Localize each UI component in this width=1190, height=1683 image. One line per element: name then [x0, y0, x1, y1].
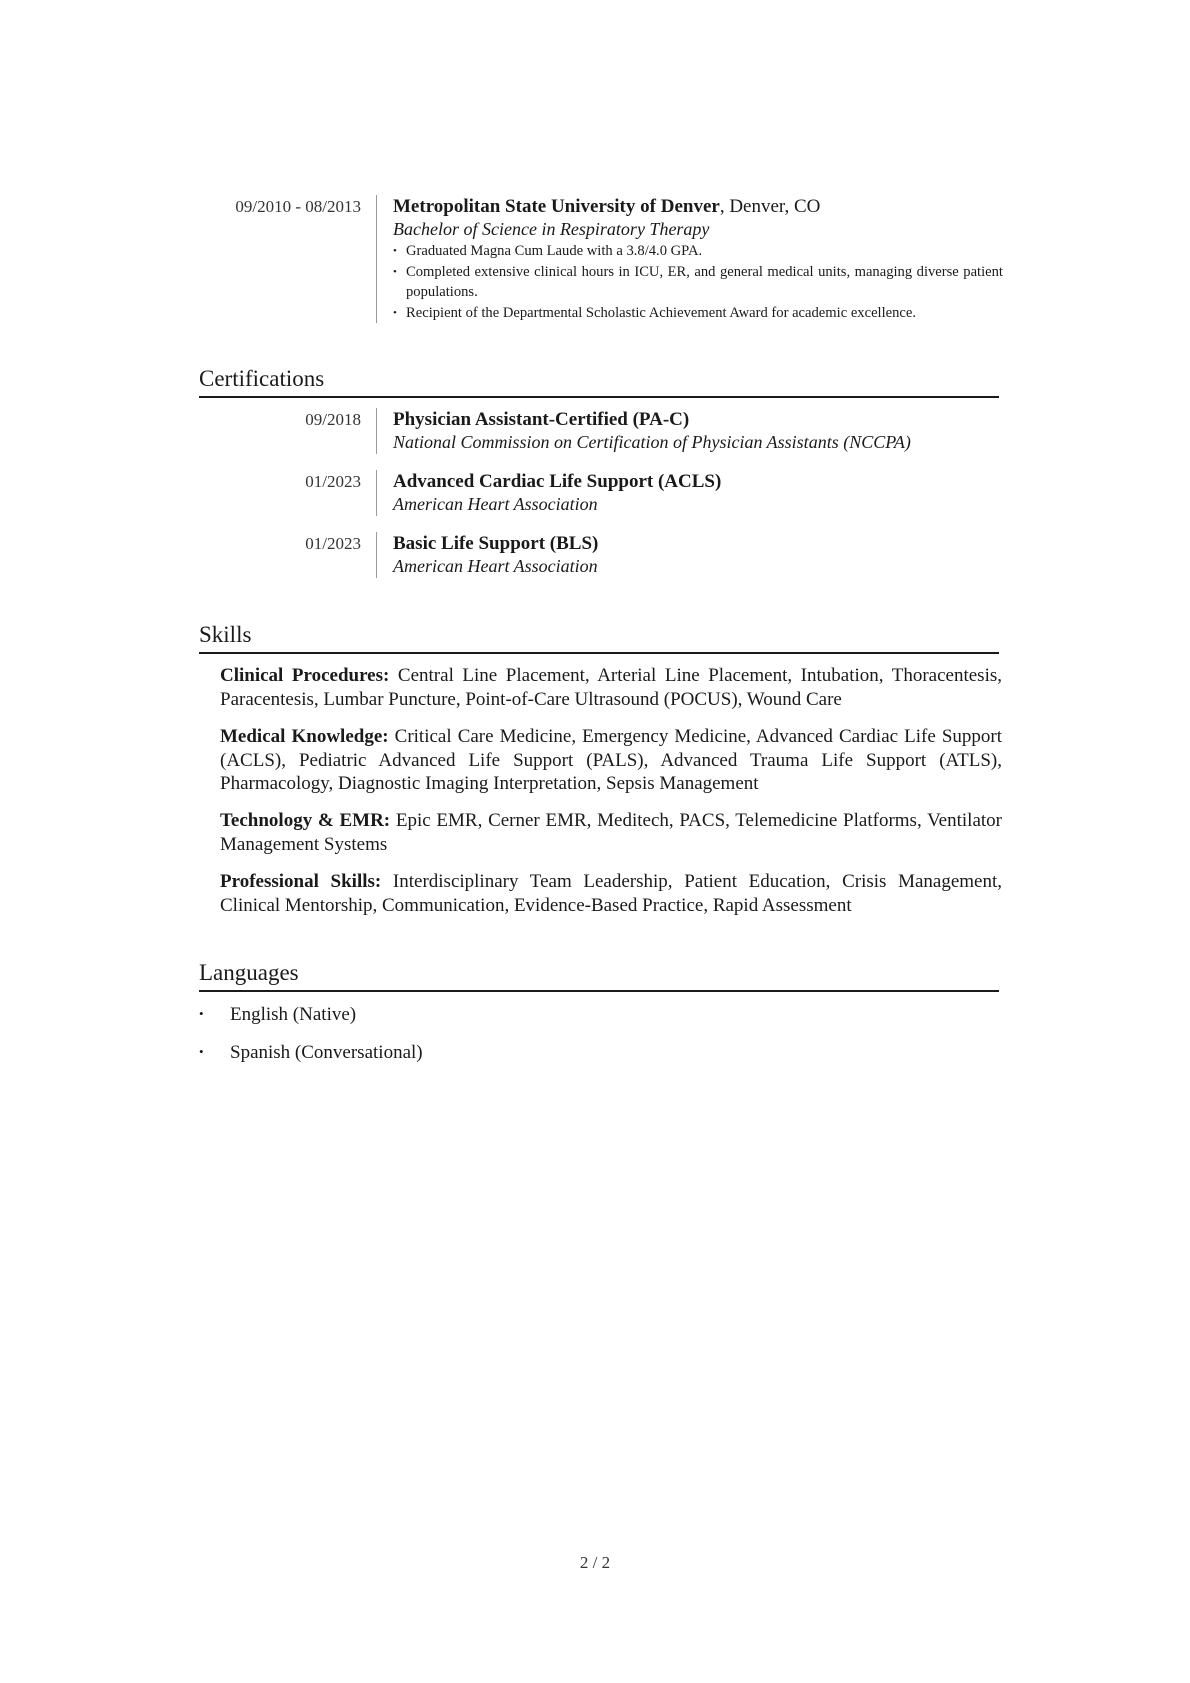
education-entry [190, 195, 1003, 323]
certification-name [393, 532, 1003, 555]
certification-date: 09/2018 [305, 410, 361, 429]
certification-issuer: American Heart Association [393, 556, 598, 576]
certification-body [377, 532, 1003, 578]
certification-name [393, 408, 1003, 431]
certification-entry [190, 532, 1003, 578]
institution-location: , Denver, CO [719, 196, 821, 217]
skills-rule [199, 652, 999, 654]
certification-name-text: Advanced Cardiac Life Support (ACLS) [393, 471, 722, 492]
certification-issuer: National Commission on Certification of Physician Assistants (NCCPA) [393, 432, 911, 452]
skill-label: Clinical Procedures: [220, 665, 390, 686]
education-date: 09/2010 - 08/2013 [235, 197, 361, 216]
languages-heading: Languages [199, 960, 299, 985]
language-item [199, 1040, 423, 1064]
skill-label: Medical Knowledge: [220, 726, 389, 747]
institution-name: Metropolitan State University of Denver [393, 196, 720, 217]
certifications-rule [199, 396, 999, 398]
languages-rule [199, 990, 999, 992]
bullet-icon: • [199, 1006, 204, 1021]
certification-name-text: Physician Assistant-Certified (PA-C) [393, 409, 690, 430]
skill-row [220, 809, 1002, 856]
bullet-icon: • [199, 1044, 204, 1059]
education-title-line [393, 195, 1003, 218]
certification-entry [190, 470, 1003, 516]
language-item [199, 1002, 356, 1026]
certification-name [393, 470, 1003, 493]
language-label: Spanish (Conversational) [230, 1042, 423, 1063]
certifications-heading: Certifications [199, 366, 325, 391]
certification-entry [190, 408, 1003, 454]
certification-body [377, 470, 1003, 516]
skill-values: Interdisciplinary Team Leadership, Patient Education, Crisis Management, Clinical Mentorship, Communication, Evidence-Based Practice, Rapid Assessment [220, 871, 1003, 916]
page-number: 2 / 2 [579, 1553, 611, 1572]
education-body [377, 195, 1003, 323]
skill-row [220, 870, 1002, 917]
certification-body [377, 408, 1003, 454]
skill-label: Professional Skills: [220, 871, 382, 892]
skill-values: Central Line Placement, Arterial Line Placement, Intubation, Thoracentesis, Paracentesis, Lumbar Puncture, Point-of-Care Ultrasound (POCUS), Wound Care [220, 665, 1002, 710]
education-bullet: • Graduated Magna Cum Laude with a 3.8/4.0 GPA. [393, 241, 1003, 262]
language-label: English (Native) [230, 1004, 357, 1025]
certification-date: 01/2023 [305, 472, 361, 491]
certification-date: 01/2023 [305, 534, 361, 553]
skill-row [220, 664, 1002, 711]
degree-name: Bachelor of Science in Respiratory Therapy [393, 219, 710, 239]
education-bullet: • Completed extensive clinical hours in ICU, ER, and general medical units, managing diverse patient populations. [393, 262, 1003, 303]
skill-row [220, 725, 1002, 796]
education-bullets [393, 241, 1003, 323]
education-bullet: • Recipient of the Departmental Scholastic Achievement Award for academic excellence. [393, 303, 1003, 324]
skills-heading: Skills [199, 622, 252, 647]
skill-values: Epic EMR, Cerner EMR, Meditech, PACS, Telemedicine Platforms, Ventilator Management Systems [220, 810, 1002, 855]
skill-label: Technology & EMR: [220, 810, 391, 831]
certification-name-text: Basic Life Support (BLS) [393, 533, 599, 554]
certification-issuer: American Heart Association [393, 494, 598, 514]
skill-values: Critical Care Medicine, Emergency Medicine, Advanced Cardiac Life Support (ACLS), Pediatric Advanced Life Support (PALS), Advanced Trauma Life Support (ATLS), Pharmacology, Diagnostic Imaging Interpretation, Sepsis Management [220, 726, 1003, 794]
